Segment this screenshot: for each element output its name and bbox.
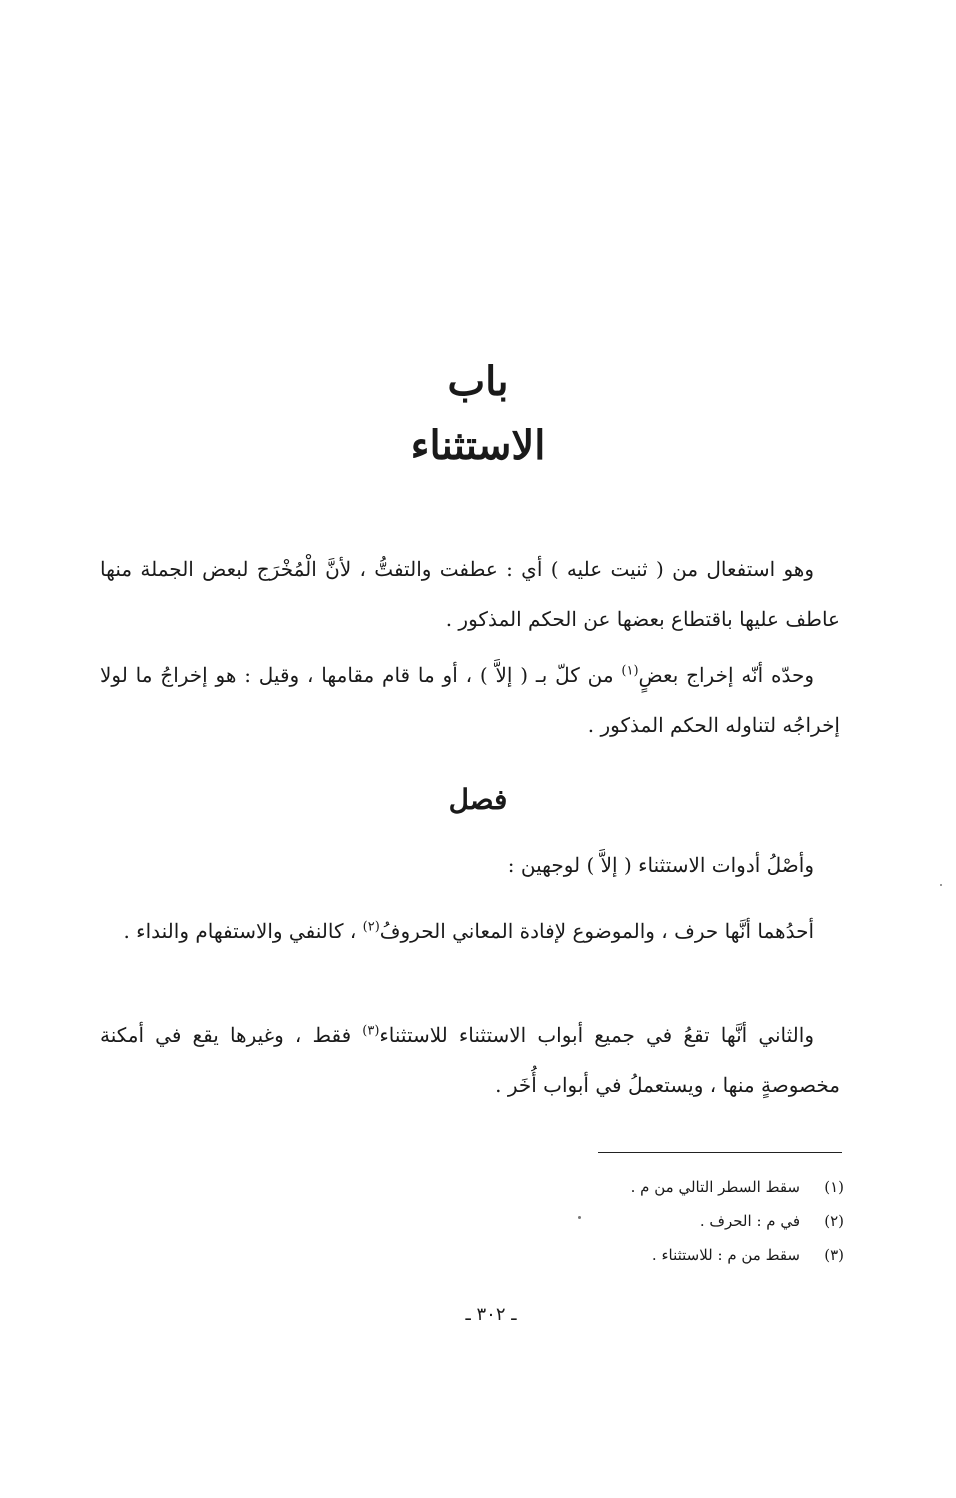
footnote-2 (440, 1204, 844, 1238)
section-heading-fasl: فصل (448, 783, 508, 816)
first-reason-end: ، كالنفي والاستفهام والنداء . (123, 919, 363, 943)
scan-speck (940, 884, 942, 886)
footnote-1 (440, 1170, 844, 1204)
page-number: ـ ٣٠٢ ـ (465, 1304, 517, 1325)
scan-speck (578, 1216, 581, 1219)
intro-paragraph-1 (100, 544, 840, 644)
second-reason-text (100, 1010, 840, 1110)
footnote-ref-2: (٢) (362, 919, 380, 935)
footnote-ref-3: (٣) (362, 1023, 380, 1039)
first-reason-text (100, 906, 840, 956)
footnote-text: في م : الحرف . (699, 1212, 800, 1230)
first-reason-paragraph (100, 906, 840, 956)
footnote-number: (٣) (824, 1246, 844, 1264)
second-reason-start: والثاني أنَّها تقعُ في جميع أبواب الاستثناء للاستثناء (379, 1023, 814, 1047)
definition-text-end: من كلّ بـ ( إلاَّ ) ، أو ما قام مقامها ، وقيل : هو إخراجُ ما لولا إخراجُه لتناوله الحكم المذكور . (100, 663, 840, 737)
footnote-divider (598, 1152, 842, 1153)
first-reason-start: أحدُهما أنَّها حرف ، والموضوع لإفادة المعاني الحروفُ (379, 919, 814, 943)
chapter-title-istithna: الاستثناء (410, 422, 546, 469)
intro-paragraph-2 (100, 650, 840, 750)
footnote-3 (440, 1238, 844, 1272)
footnote-ref-1: (١) (621, 663, 639, 679)
footnotes-list (440, 1170, 844, 1272)
chapter-title-bab: باب (447, 358, 509, 405)
footnote-text: سقط السطر التالي من م . (630, 1178, 800, 1196)
section-opening-text: وأصْلُ أدوات الاستثناء ( إلاَّ ) لوجهين : (507, 853, 814, 877)
footnote-number: (١) (824, 1178, 844, 1196)
footnote-number: (٢) (824, 1212, 844, 1230)
footnote-text: سقط من م : للاستثناء . (651, 1246, 800, 1264)
section-opening (100, 840, 840, 890)
second-reason-end: فقط ، وغيرها يقع في أمكنة مخصوصةٍ منها ، ويستعملُ في أبواب أُخَر . (100, 1023, 840, 1097)
definition-text-start: وحدّه أنّه إخراج بعضٍ (638, 663, 814, 687)
intro-text: وهو استفعال من ( ثنيت عليه ) أي : عطفت والتفتُّ ، لأنَّ الْمُخْرَج لبعض الجملة منها عاطف عليها باقتطاع بعضها عن الحكم المذكور . (100, 557, 840, 631)
second-reason-paragraph (100, 1010, 840, 1110)
definition-text (100, 650, 840, 750)
